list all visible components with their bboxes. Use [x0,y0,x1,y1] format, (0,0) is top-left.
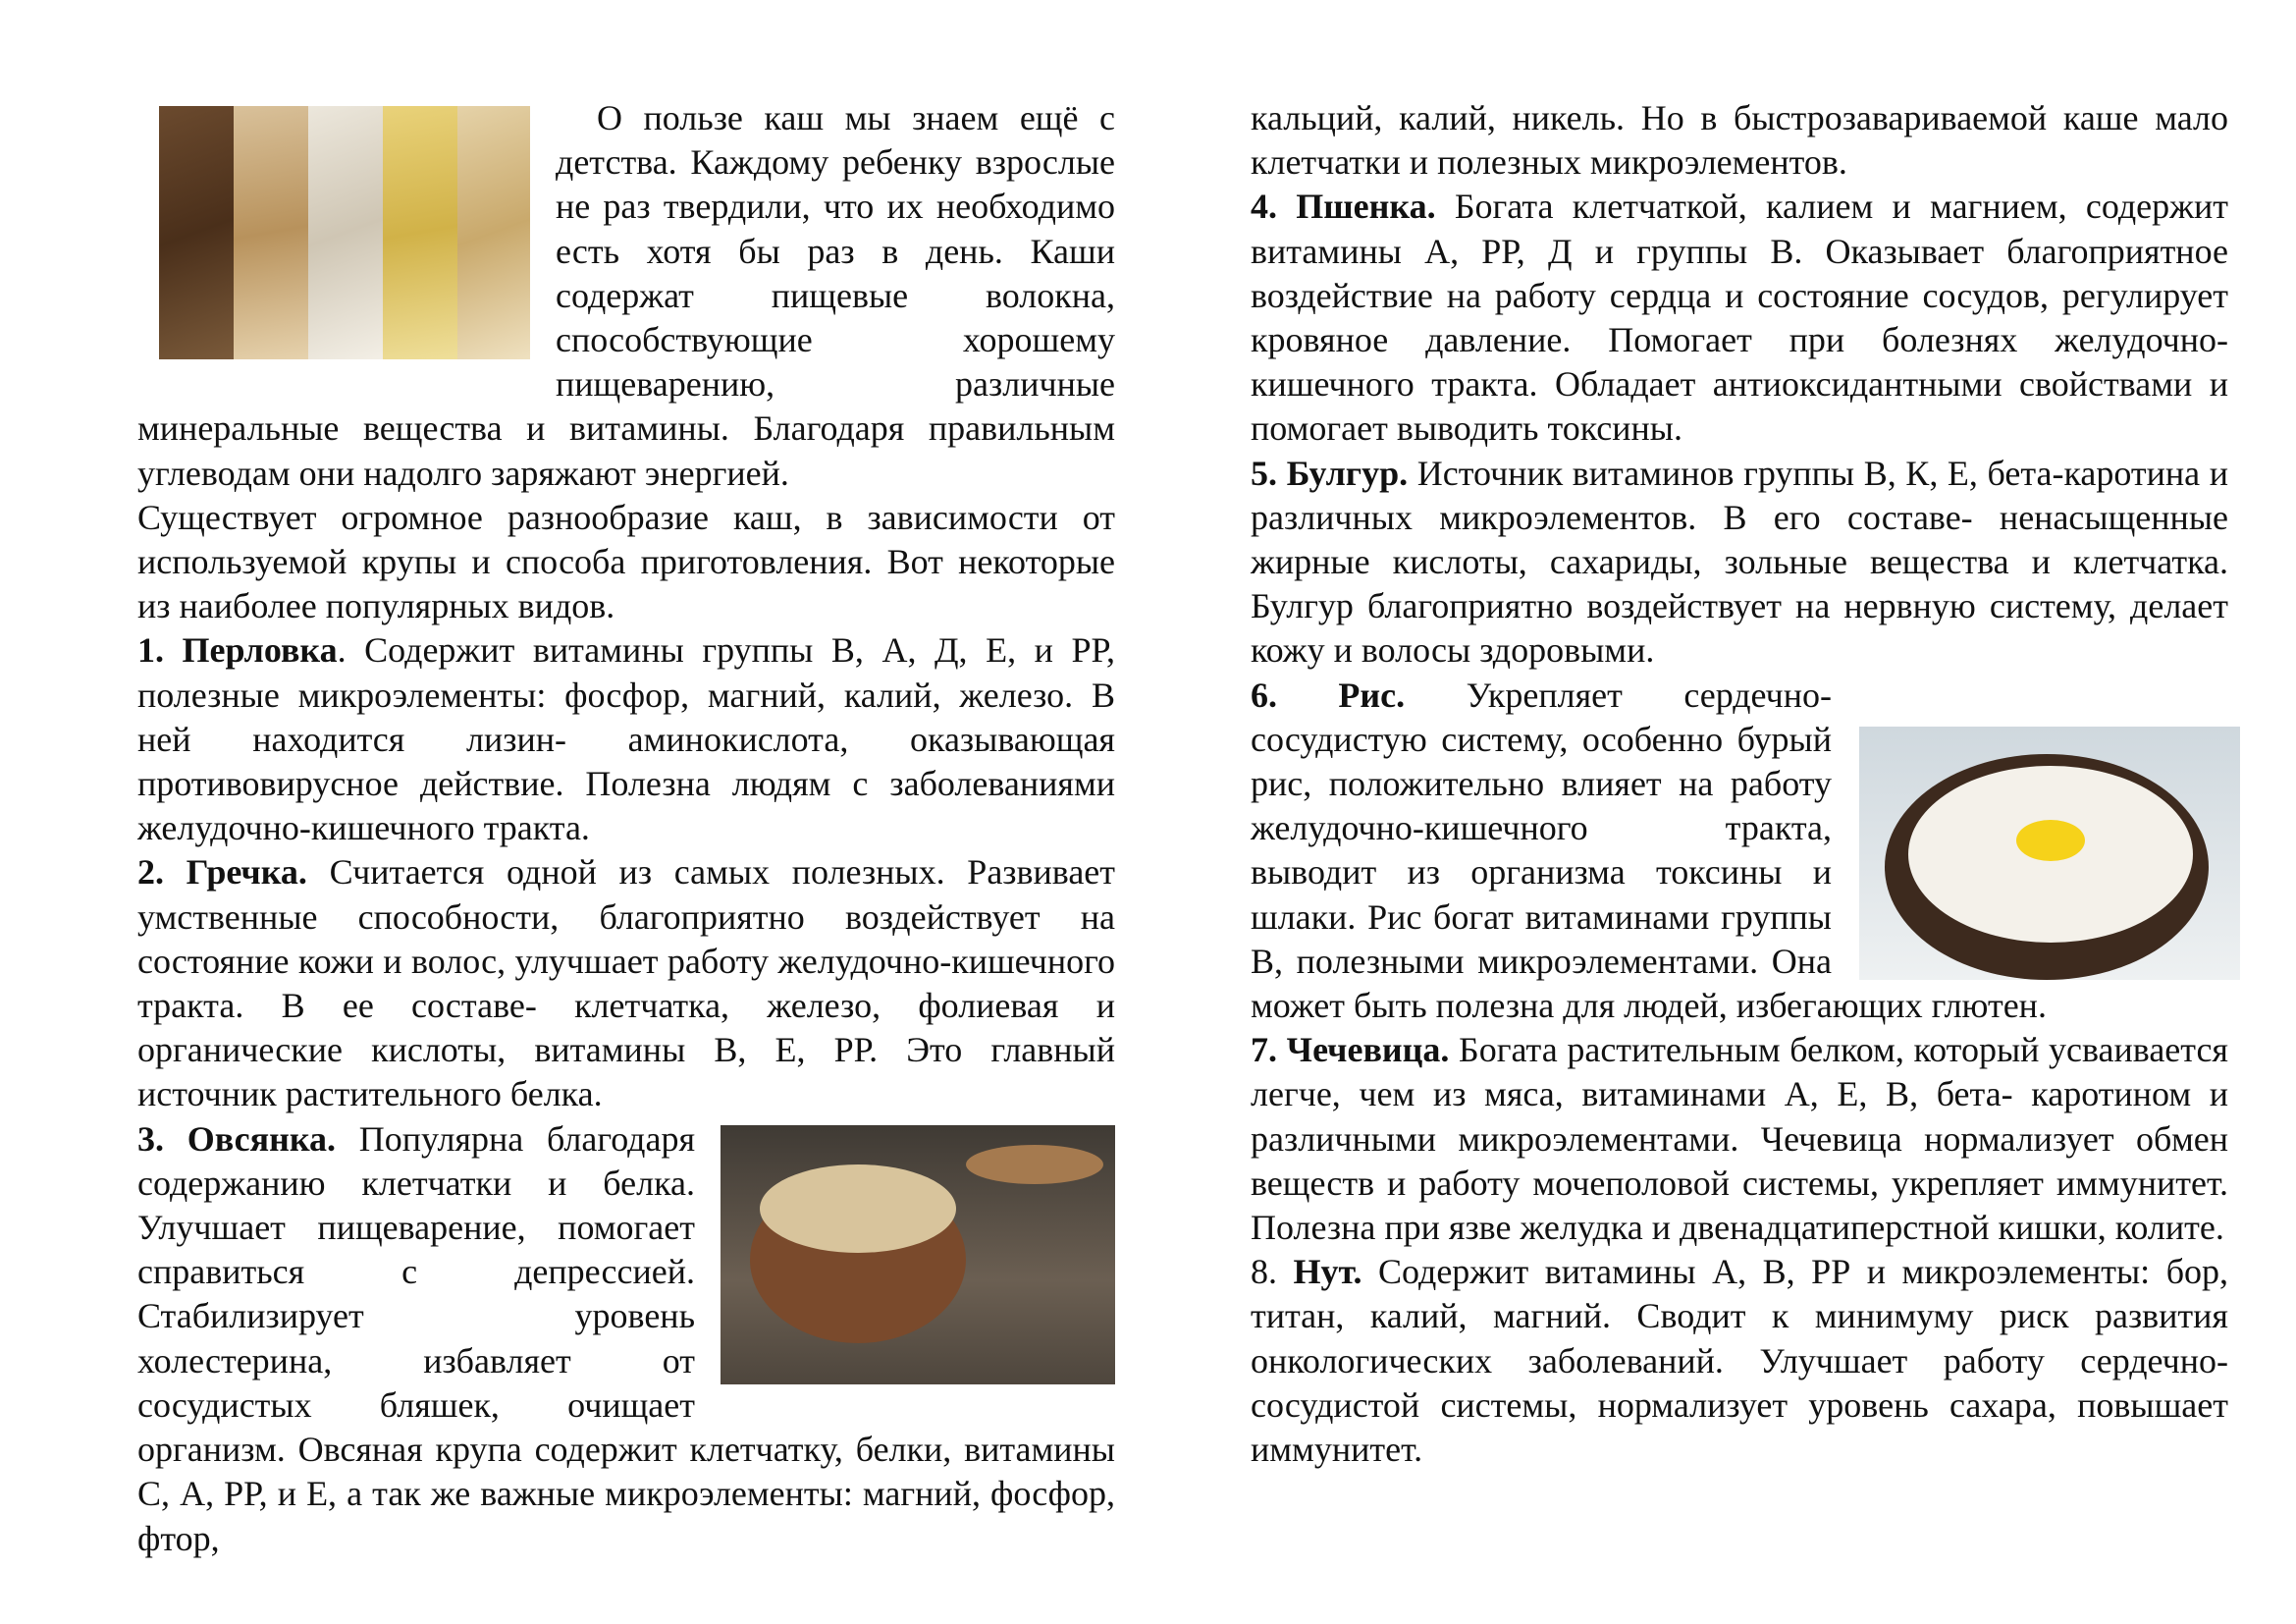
item-grechka [137,850,1115,1116]
left-column [137,96,1115,1561]
item-nut-number: 8. [1251,1252,1294,1292]
item-ovsyanka-number: 3. [137,1118,164,1159]
item-chechevitsa-text: Богата растительным белком, который усваивается легче, чем из мяса, витаминами А, Е, В, бета- каротином и различными микроэлементами. Чечевица нормализует обмен веществ и работу мочеполовой системы, укрепляет иммунитет. Полезна при язве желудка и двенадцатиперстной кишки, колите. [1251,1030,2228,1248]
item-grechka-title: 2. Гречка. [137,852,307,893]
intro-text: О пользе каш мы знаем ещё с детства. Каждому ребенку взрослые не раз твердили, что их необходимо есть хотя бы раз в день. Каши содержат пищевые волокна, способствующие хорошему пищеварению, различные минеральные вещества и витамины. Благодаря правильным углеводам они надолго заряжают энергией. [137,98,1115,493]
grains-photo-icon [159,106,530,359]
oatmeal-bowl-photo-icon [721,1125,1115,1384]
item-perlovka-title: 1. Перловка [137,630,338,671]
item-chechevitsa-title: 7. Чечевица. [1251,1030,1450,1070]
item-nut-title: Нут. [1293,1252,1362,1292]
item-pshenka-title: 4. Пшенка. [1251,187,1436,227]
item-ris [1251,674,2228,1029]
item-ovsyanka [137,1117,1115,1561]
item-chechevitsa [1251,1028,2228,1250]
intro-paragraph [137,96,1115,496]
item-bulgur-title: 5. Булгур. [1251,453,1409,493]
item-nut [1251,1250,2228,1472]
item-ris-title: 6. Рис. [1251,675,1406,715]
item-ris-text: Укрепляет сердечно- сосудистую систему, особенно бурый рис, положительно влияет на работу желудочно-кишечного тракта, выводит из организма токсины и шлаки. Рис богат витаминами группы В, полезными микроэлементами. Она может быть полезна для людей, избегающих глютен. [1251,675,2047,1026]
item-nut-text: Содержит витамины А, В, РР и микроэлементы: бор, титан, калий, магний. Сводит к минимуму риск развития онкологических заболеваний. Улучшает работу сердечно- сосудистой системы, нормализует уровень сахара, повышает иммунитет. [1251,1252,2229,1470]
item-pshenka [1251,185,2228,451]
varieties-intro: Существует огромное разнообразие каш, в зависимости от используемой крупы и способа приготовления. Вот некоторые из наиболее популярных видов. [137,497,1115,626]
item-ovsyanka-title: Овсянка. [187,1118,337,1159]
item-ovsyanka-continued: кальций, калий, никель. Но в быстрозавариваемой каше мало клетчатки и полезных микроэлементов. [1251,98,2228,183]
rice-porridge-photo-icon [1859,727,2240,980]
item-perlovka [137,628,1115,850]
right-column [1251,96,2228,1472]
item-pshenka-text: Богата клетчаткой, калием и магнием, содержит витамины А, РР, Д и группы В. Оказывает благоприятное воздействие на работу сердца и состояние сосудов, регулирует кровяное давление. Помогает при болезнях желудочно- кишечного тракта. Обладает антиоксидантными свойствами и помогает выводить токсины. [1251,187,2229,449]
item-bulgur-text: Источник витаминов группы В, К, Е, бета-каротина и различных микроэлементов. В его составе- ненасыщенные жирные кислоты, сахариды, зольные вещества и клетчатка. Булгур благоприятно воздействует на нервную систему, делает кожу и волосы здоровыми. [1251,453,2229,671]
item-ovsyanka-text: Популярна благодаря содержанию клетчатки и белка. Улучшает пищеварение, помогает справиться с депрессией. Стабилизирует уровень холестерина, избавляет от сосудистых бляшек, очищает организм. Овсяная крупа содержит клетчатку, белки, витамины С, А, РР, и Е, а так же важные микроэлементы: магний, фосфор, фтор, [137,1118,1115,1558]
item-bulgur [1251,452,2228,674]
item-grechka-text: Считается одной из самых полезных. Развивает умственные способности, благоприятно воздействует на состояние кожи и волос, улучшает работу желудочно-кишечного тракта. В ее составе- клетчатка, железо, фолиевая и органические кислоты, витамины В, Е, РР. Это главный источник растительного белка. [137,852,1116,1114]
item-perlovka-text: . Содержит витамины группы В, А, Д, Е, и РР, полезные микроэлементы: фосфор, магний, калий, железо. В ней находится лизин- аминокислота, оказывающая противовирусное действие. Полезна людям с заболеваниями желудочно-кишечного тракта. [137,630,1116,848]
